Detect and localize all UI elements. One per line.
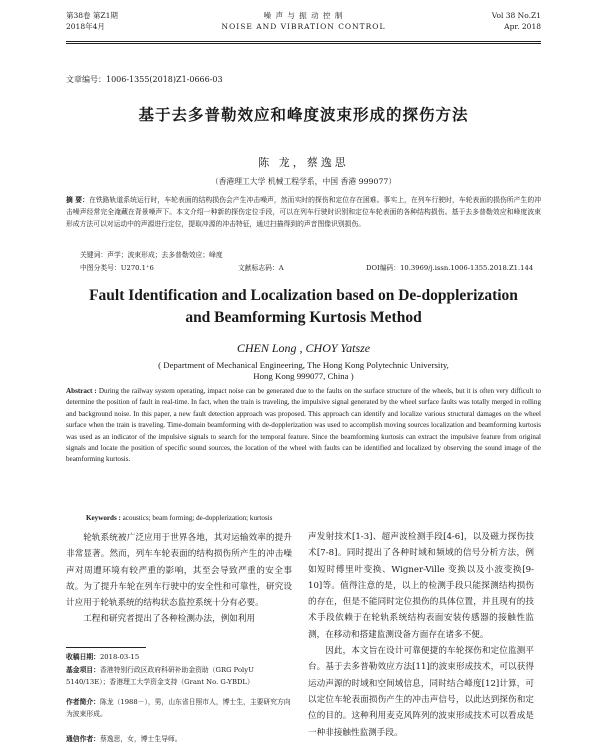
article-number: 文章编号：1006-1355(2018)Z1-0666-03	[66, 75, 223, 84]
english-abstract-label: Abstract :	[66, 387, 97, 395]
english-title-line-1: Fault Identification and Localization based on De-dopplerization	[89, 287, 518, 304]
footnote-text: 陈龙（1988－），男，山东省日照市人，博士生，主要研究方向为波束形成。	[66, 698, 291, 718]
header-volume-en: Vol 38 No.Z1	[491, 11, 541, 20]
english-affiliation-line-2: Hong Kong 999077, China )	[253, 371, 354, 381]
footnote-contact	[66, 734, 292, 746]
header-rule	[66, 41, 541, 44]
english-abstract	[66, 386, 541, 466]
footnote-author	[66, 697, 292, 721]
english-affiliation	[66, 360, 541, 382]
header-journal-en: NOISE AND VIBRATION CONTROL	[221, 22, 386, 31]
chinese-abstract-text: 在铁路轨道系统运行时，车轮表面的结构损伤会产生冲击噪声，然而实时的探伤和定位存在困难。事实上，在列车行驶时，车轮表面的损伤所产生的冲击噪声经常完全淹藏在背景噪声下。本文介绍一种新的探伤定位手段，可以在列车行驶时识别和定位车轮表面的各种结构损伤。基于去多普勒效应和峰度波束形成方法可以对运动中的声源进行定位，提取冲源的冲击特征，通过扫描得到的声音图像识别损伤。	[66, 196, 541, 229]
english-authors: CHEN Long , CHOY Yatsze	[236, 341, 371, 355]
chinese-title: 基于去多普勒效应和峰度波束形成的探伤方法	[138, 106, 469, 124]
chinese-abstract	[66, 194, 541, 231]
running-header	[66, 10, 541, 40]
english-title	[66, 285, 541, 329]
english-abstract-text: During the railway system operating, impact noise can be generated due to the faults on the surface structure of the wheels, but it is often very difficult to determine the position of fault in real-time. In fact, when the train is traveling, the impulsive signal generated by the wheel surface faults was totally merged in rolling and background noise. In this paper, a new fault detection approach was proposed. This approach can identify and localize various structural damages on the wheel surface when the train is traveling. Time-domain beamforming with de-dopplerization was used to accomplish moving sources localization and beamforming kurtosis was used as an indicator of the impulsive signals to search for the temporal feature. Since the beamforming kurtosis can extract the impulsive feature from original signals and locate the position of specific sound sources, the location of the wheel with faults can be identified and localized by observing the sound image of the beamforming kurtosis.	[66, 387, 542, 464]
chinese-authors: 陈 龙，蔡逸思	[258, 156, 349, 169]
footnote-label: 基金项目：	[66, 666, 100, 674]
chinese-keywords: 关键词：声学；波束形成；去多普勒效应；峰度	[80, 251, 223, 259]
footnote-fund	[66, 665, 292, 689]
header-right	[492, 10, 541, 32]
body-paragraph: 轮轨系统被广泛应用于世界各地，其对运输效率的提升非常显著。然而，列车车轮表面的结构损伤所产生的冲击噪声对周遭环境有较严重的影响，其至会导致严重的安全事故。为了提升车轮在列车行驶中的安全性和可靠性，研究设计应用于轮轨系统的结构状态监控系统十分有必要。	[66, 533, 292, 609]
chinese-abstract-label: 摘 要：	[66, 196, 89, 204]
header-center	[66, 10, 541, 32]
english-keywords	[86, 514, 272, 522]
chinese-affiliation: （香港理工大学 机械工程学系，中国 香港 999077）	[210, 177, 397, 186]
header-date: 2018年4月	[66, 22, 105, 31]
body-paragraph: 工程和研究者提出了各种检测办法，例如利用	[83, 614, 256, 625]
doi-code: DOI编码：10.3969/j.issn.1006-1355.2018.Z1.144	[366, 264, 534, 272]
footnote-label: 收稿日期：	[66, 653, 100, 661]
header-journal-zh: 噪 声 与 振 动 控 制	[263, 11, 344, 20]
footnote-rule	[66, 647, 146, 648]
header-date-en: Apr. 2018	[504, 22, 541, 31]
english-keywords-label: Keywords :	[86, 514, 121, 522]
header-volume: 第38卷 第Z1期	[66, 11, 118, 20]
footnote-text: 2018-03-15	[99, 653, 140, 661]
clc-number: 中图分类号：U270.1⁺6	[80, 264, 154, 272]
document-code: 文献标志码：A	[238, 264, 284, 272]
footnote-received	[66, 652, 292, 664]
body-column-left	[66, 530, 292, 628]
body-paragraph: 声发射技术[1-3]、超声波检测手段[4-6]，以及磁力探伤技术[7-8]。同时提出了各种时域和频域的信号分析方法，例如短时傅里叶变换、Wigner-Ville 变换以及小波变换[9-10]等。值得注意的是，以上的检测手段只能探测结构损伤的存在，但是不能同时定位损伤的具体位置，并且现有的技术手段依赖于在轮轨系统结构表面安装传感器的接触性监测，在移动和搭建监测设备方面存在诸多不便。	[308, 532, 534, 640]
footnote-text: 蔡逸思，女，博士生导师。	[99, 735, 182, 743]
footnote-label: 作者简介：	[66, 698, 100, 706]
english-keywords-text: acoustics; beam forming; de-dopplerization; kurtosis	[122, 514, 273, 522]
footnote-label: 通信作者：	[66, 735, 100, 743]
english-title-line-2: and Beamforming Kurtosis Method	[185, 309, 422, 326]
body-column-right	[308, 529, 534, 741]
body-paragraph: 因此，本文旨在设计可靠便捷的车轮探伤和定位监测平台。基于去多普勒效应方法[11]的波束形成技术，可以获得运动声源的时域和空间域信息，同时结合峰度[12]计算，可以定位车轮表面损伤产生的冲击声信号，以此达到探伤和定位的目的。这种利用麦克风阵列的波束形成技术可以看成是一种非接触性监测手段。	[308, 646, 534, 738]
footnote-text: 香港特别行政区政府科研补助金资助（GRG PolyU 5140/13E）；香港理工大学资金支持（Grant No. G-YBDL）	[66, 666, 254, 686]
english-affiliation-line-1: ( Department of Mechanical Engineering, The Hong Kong Polytechnic University,	[158, 360, 449, 370]
